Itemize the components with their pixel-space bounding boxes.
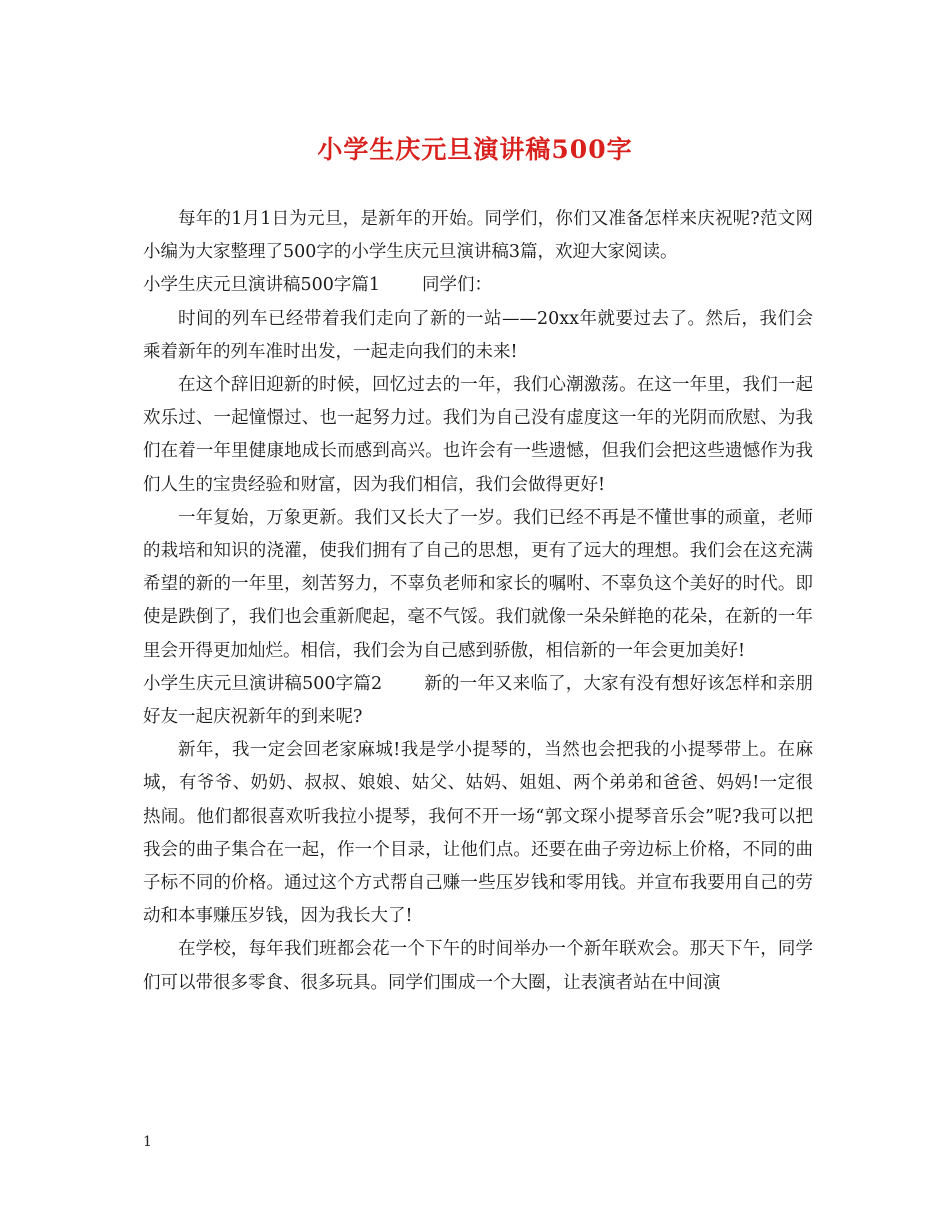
document-body bbox=[143, 203, 813, 1000]
section-1-paragraph-1: 时间的列车已经带着我们走向了新的一站——20xx年就要过去了。然后，我们会乘着新年的列车准时出发，一起走向我们的未来! bbox=[143, 308, 813, 362]
section-1-heading: 小学生庆元旦演讲稿500字篇1 bbox=[143, 275, 381, 296]
section-2-lead: 新的一年又来临了，大家有没有想好该怎样和亲朋好友一起庆祝新年的到来呢? bbox=[143, 673, 813, 728]
section-2-paragraph-2: 在学校，每年我们班都会花一个下午的时间举办一个新年联欢会。那天下午，同学们可以带很多零食、很多玩具。同学们围成一个大圈，让表演者站在中间演 bbox=[143, 939, 813, 993]
section-1-heading-line bbox=[143, 269, 813, 302]
intro-paragraph: 每年的1月1日为元旦，是新年的开始。同学们，你们又准备怎样来庆祝呢?范文网小编为大家整理了500字的小学生庆元旦演讲稿3篇，欢迎大家阅读。 bbox=[143, 209, 813, 263]
section-1-paragraph-2: 在这个辞旧迎新的时候，回忆过去的一年，我们心潮激荡。在这一年里，我们一起欢乐过、一起憧憬过、也一起努力过。我们为自己没有虚度这一年的光阴而欣慰、为我们在着一年里健康地成长而感到高兴。也许会有一些遗憾，但我们会把这些遗憾作为我们人生的宝贵经验和财富，因为我们相信，我们会做得更好! bbox=[143, 375, 813, 495]
section-2-paragraph-1: 新年，我一定会回老家麻城!我是学小提琴的，当然也会把我的小提琴带上。在麻城，有爷爷、奶奶、叔叔、娘娘、姑父、姑妈、姐姐、两个弟弟和爸爸、妈妈!一定很热闹。他们都很喜欢听我拉小提琴，我何不开一场“郭文琛小提琴音乐会”呢?我可以把我会的曲子集合在一起，作一个目录，让他们点。还要在曲子旁边标上价格，不同的曲子标不同的价格。通过这个方式帮自己赚一些压岁钱和零用钱。并宣布我要用自己的劳动和本事赚压岁钱，因为我长大了! bbox=[143, 740, 813, 927]
section-2-heading-line bbox=[143, 668, 813, 734]
document-title: 小学生庆元旦演讲稿500字 bbox=[317, 135, 633, 164]
section-1-paragraph-3: 一年复始，万象更新。我们又长大了一岁。我们已经不再是不懂世事的顽童，老师的栽培和知识的浇灌，使我们拥有了自己的思想，更有了远大的理想。我们会在这充满希望的新的一年里，刻苦努力，不辜负老师和家长的嘱咐、不辜负这个美好的时代。即使是跌倒了，我们也会重新爬起，毫不气馁。我们就像一朵朵鲜艳的花朵，在新的一年里会开得更加灿烂。相信，我们会为自己感到骄傲，相信新的一年会更加美好! bbox=[143, 507, 813, 661]
section-1-lead: 同学们： bbox=[422, 275, 493, 296]
section-2-heading: 小学生庆元旦演讲稿500字篇2 bbox=[143, 673, 383, 694]
page-number: 1 bbox=[143, 1134, 152, 1150]
